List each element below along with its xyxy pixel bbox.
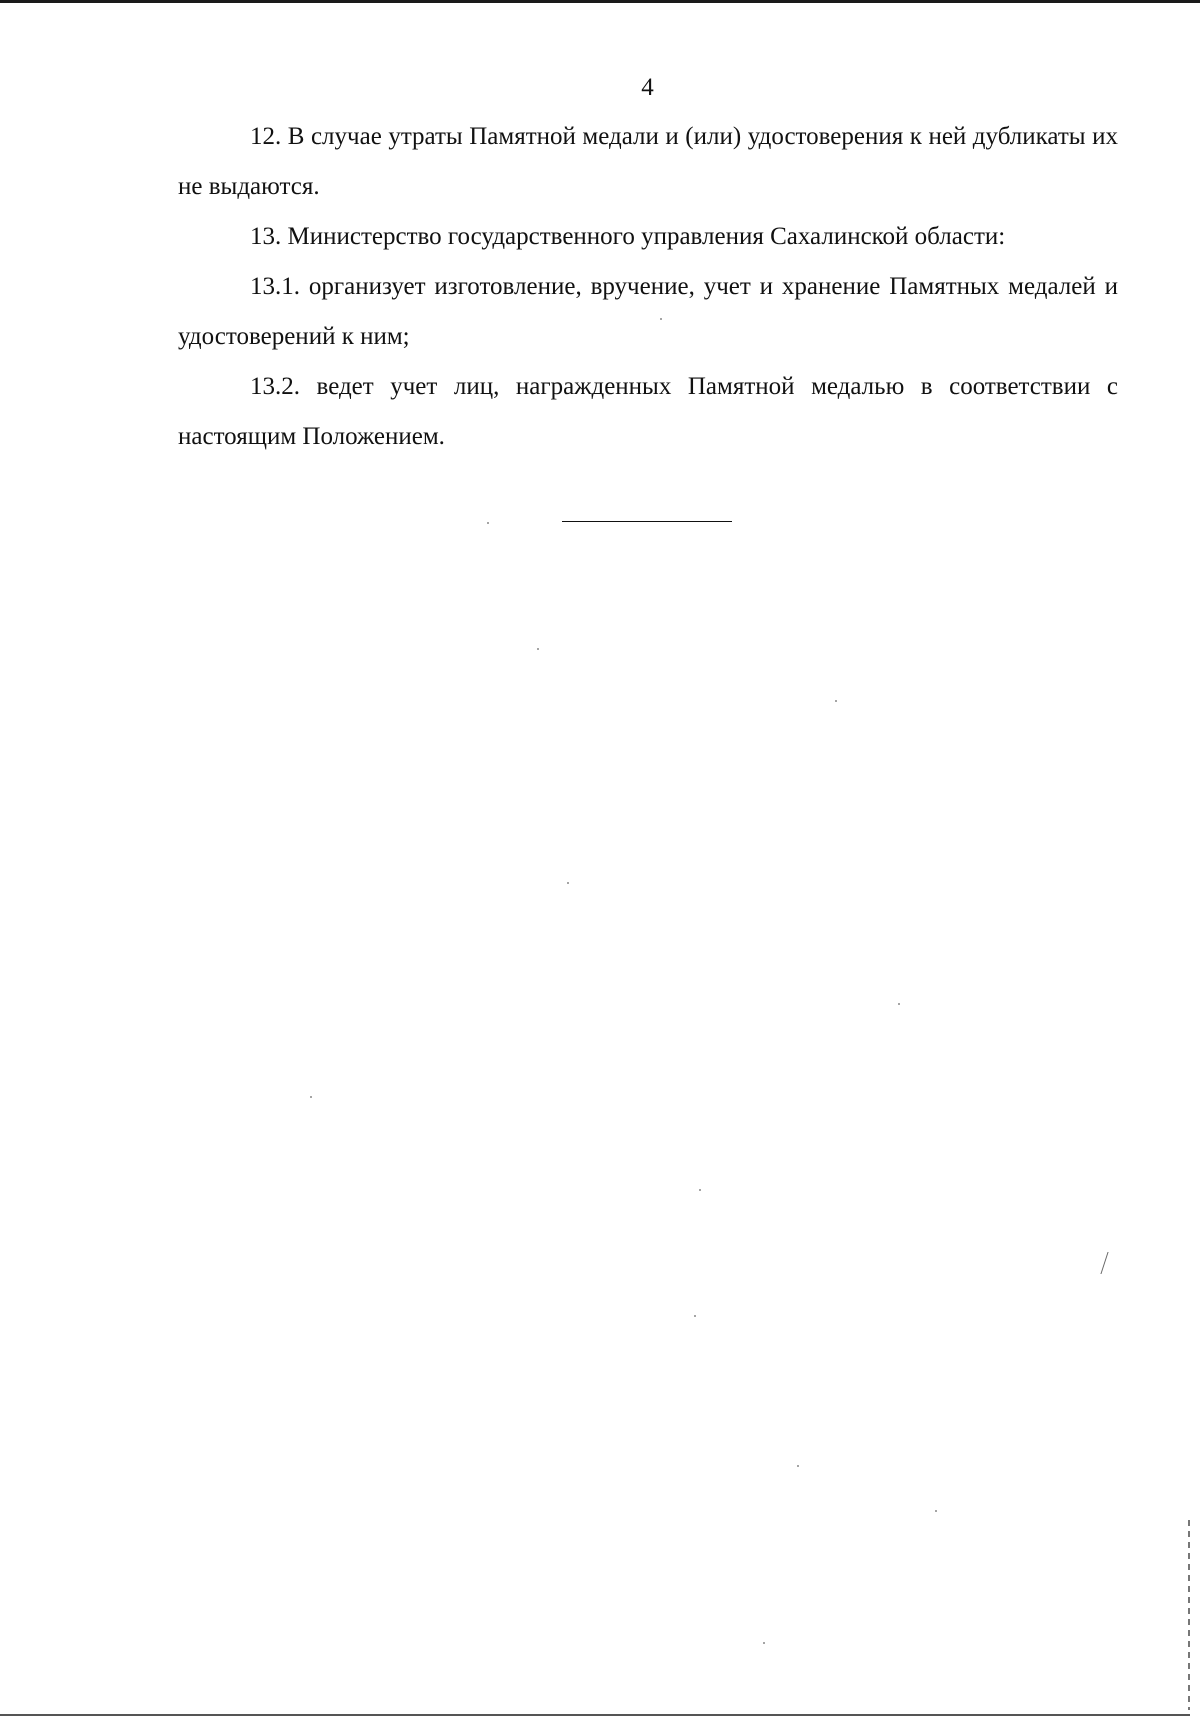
scan-edge-right [1188,1520,1190,1710]
paragraph-12: 12. В случае утраты Памятной медали и (или) удостоверения к ней дубликаты их не выдаются. [178,123,1118,200]
scan-speck [694,1315,696,1317]
scan-edge-bottom [0,1714,1190,1716]
scan-speck [487,522,489,524]
scan-speck [835,700,837,702]
paragraph-13-2: 13.2. ведет учет лиц, награжденных Памятной медалью в соответствии с настоящим Положением. [178,373,1118,450]
scan-speck [898,1003,900,1005]
scan-speck [567,882,569,884]
scan-speck [660,318,662,320]
page-number: 4 [641,74,654,101]
end-separator-line [562,521,732,522]
scan-speck [537,648,539,650]
document-body [178,112,1118,462]
scan-edge-top [0,0,1200,3]
paragraph-13: 13. Министерство государственного управления Сахалинской области: [250,223,1006,250]
scan-speck [935,1510,937,1512]
scan-speck [797,1465,799,1467]
pen-mark [1100,1252,1118,1274]
scan-speck [699,1189,701,1191]
paragraph-13-1: 13.1. организует изготовление, вручение, учет и хранение Памятных медалей и удостоверений к ним; [178,273,1118,350]
scan-speck [310,1096,312,1098]
scan-speck [763,1642,765,1644]
